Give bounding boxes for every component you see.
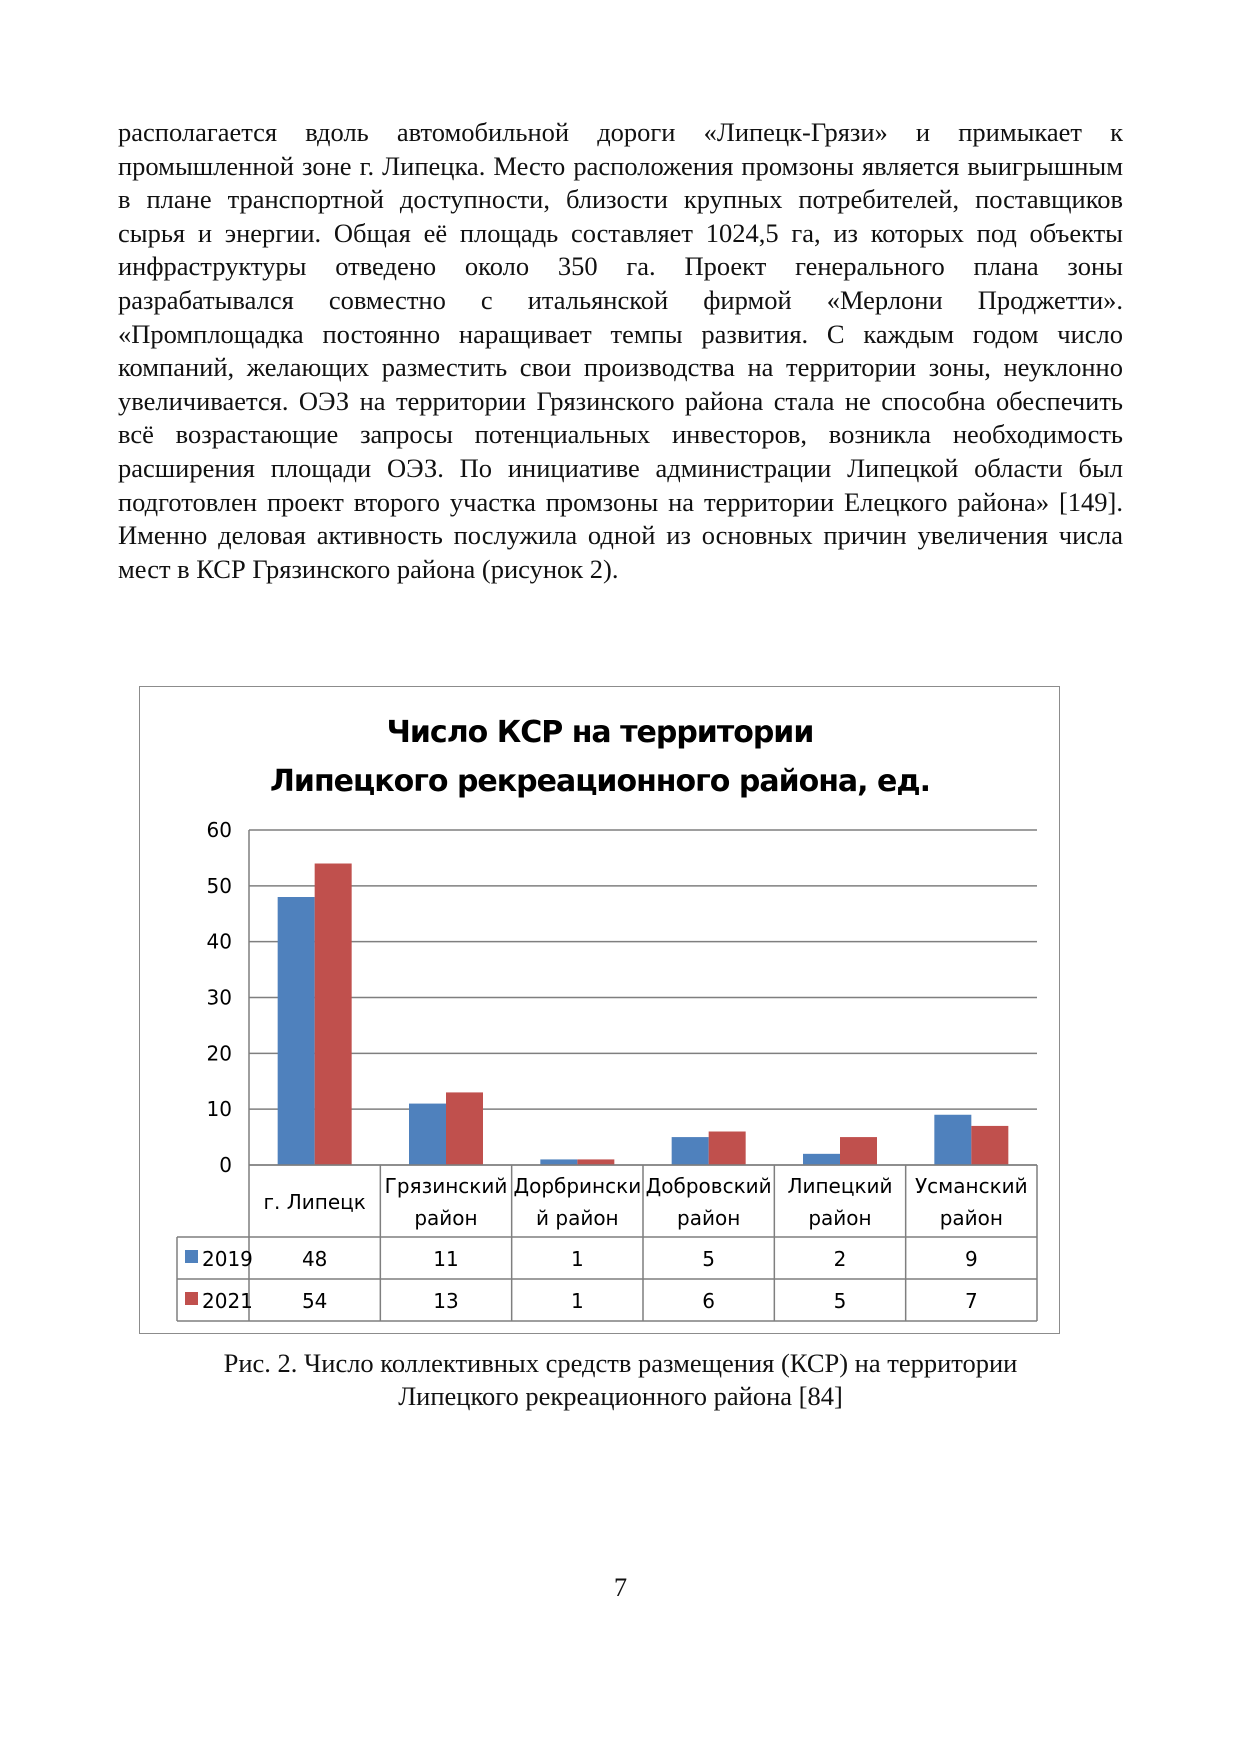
category-label-3-line-2: й район bbox=[536, 1206, 619, 1230]
legend-key-2021 bbox=[185, 1292, 198, 1305]
figure-caption bbox=[118, 1347, 1123, 1413]
bar-chart bbox=[140, 687, 1061, 1335]
category-label-1: г. Липецк bbox=[263, 1190, 366, 1214]
bar-2021-3 bbox=[577, 1159, 614, 1165]
category-label-3-line-1: Дорбрински bbox=[513, 1174, 642, 1198]
chart-frame bbox=[139, 686, 1060, 1334]
body-paragraph: располагается вдоль автомобильной дороги «Липецк-Грязи» и примыкает к промышленной зоне г. Липецка. Место расположения промзоны является выигрышным в плане транспортной доступности, близости крупных потребителей, поставщиков сырья и энергии. Общая её площадь составляет 1024,5 га, из которых под объекты инфраструктуры отведено около 350 га. Проект генерального плана зоны разрабатывался совместно с итальянской фирмой «Мерлони Проджетти». «Промплощадка постоянно наращивает темпы развития. С каждым годом число компаний, желающих разместить свои производства на территории зоны, неуклонно увеличивается. ОЭЗ на территории Грязинского района стала не способна обеспечить всё возрастающие запросы потенциальных инвесторов, возникла необходимость расширения площади ОЭЗ. По инициативе администрации Липецкой области был подготовлен проект второго участка промзоны на территории Елецкого района» [149]. Именно деловая активность послужила одной из основных причин увеличения числа мест в КСР Грязинского района (рисунок 2). bbox=[118, 117, 1123, 584]
y-tick-label-50: 50 bbox=[206, 873, 232, 898]
y-tick-label-60: 60 bbox=[206, 818, 232, 842]
y-tick-label-40: 40 bbox=[206, 929, 232, 954]
bar-2019-3 bbox=[540, 1159, 577, 1165]
category-label-5-line-1: Липецкий bbox=[787, 1174, 893, 1198]
table-value-2021-4: 6 bbox=[702, 1289, 716, 1313]
category-label-5-line-2: район bbox=[808, 1206, 872, 1230]
caption-line-1: Рис. 2. Число коллективных средств размещения (КСР) на территории bbox=[223, 1348, 1018, 1378]
y-tick-label-30: 30 bbox=[206, 985, 232, 1010]
y-tick-label-10: 10 bbox=[206, 1097, 232, 1122]
table-value-2021-1: 54 bbox=[301, 1289, 328, 1313]
bar-2019-5 bbox=[803, 1154, 840, 1165]
caption-line-2: Липецкого рекреационного района [84] bbox=[398, 1381, 843, 1411]
table-value-2021-2: 13 bbox=[433, 1289, 459, 1313]
category-label-4-line-1: Добровский bbox=[645, 1174, 772, 1198]
chart-title-line-1: Число КСР на территории bbox=[386, 715, 814, 750]
category-label-6-line-1: Усманский bbox=[914, 1174, 1028, 1198]
legend-key-2019 bbox=[185, 1250, 198, 1263]
chart-title-line-2: Липецкого рекреационного района, ед. bbox=[270, 764, 930, 799]
table-value-2019-1: 48 bbox=[301, 1247, 328, 1271]
bar-2021-6 bbox=[971, 1126, 1008, 1165]
table-value-2019-5: 2 bbox=[833, 1247, 847, 1271]
table-value-2021-5: 5 bbox=[833, 1289, 847, 1313]
table-value-2019-3: 1 bbox=[570, 1247, 584, 1271]
table-value-2019-4: 5 bbox=[702, 1247, 716, 1271]
bar-2021-5 bbox=[840, 1137, 877, 1165]
page-number: 7 bbox=[613, 1572, 628, 1602]
category-label-4-line-2: район bbox=[677, 1206, 741, 1230]
table-value-2021-6: 7 bbox=[964, 1289, 978, 1313]
table-value-2019-2: 11 bbox=[433, 1247, 459, 1271]
bar-2019-6 bbox=[934, 1115, 971, 1165]
y-tick-label-20: 20 bbox=[206, 1041, 232, 1066]
bar-2021-1 bbox=[315, 864, 352, 1166]
bar-2021-4 bbox=[709, 1132, 746, 1166]
y-tick-label-0: 0 bbox=[219, 1153, 232, 1177]
bar-2019-2 bbox=[409, 1104, 446, 1165]
table-value-2019-6: 9 bbox=[964, 1247, 978, 1271]
category-label-6-line-2: район bbox=[939, 1206, 1003, 1230]
legend-label-2021: 2021 bbox=[202, 1289, 253, 1313]
table-value-2021-3: 1 bbox=[570, 1289, 584, 1313]
category-label-2-line-2: район bbox=[414, 1206, 478, 1230]
bar-2019-1 bbox=[278, 897, 315, 1165]
legend-label-2019: 2019 bbox=[202, 1247, 253, 1271]
bar-2019-4 bbox=[672, 1137, 709, 1165]
bar-2021-2 bbox=[446, 1092, 483, 1165]
category-label-2-line-1: Грязинский bbox=[384, 1174, 508, 1198]
